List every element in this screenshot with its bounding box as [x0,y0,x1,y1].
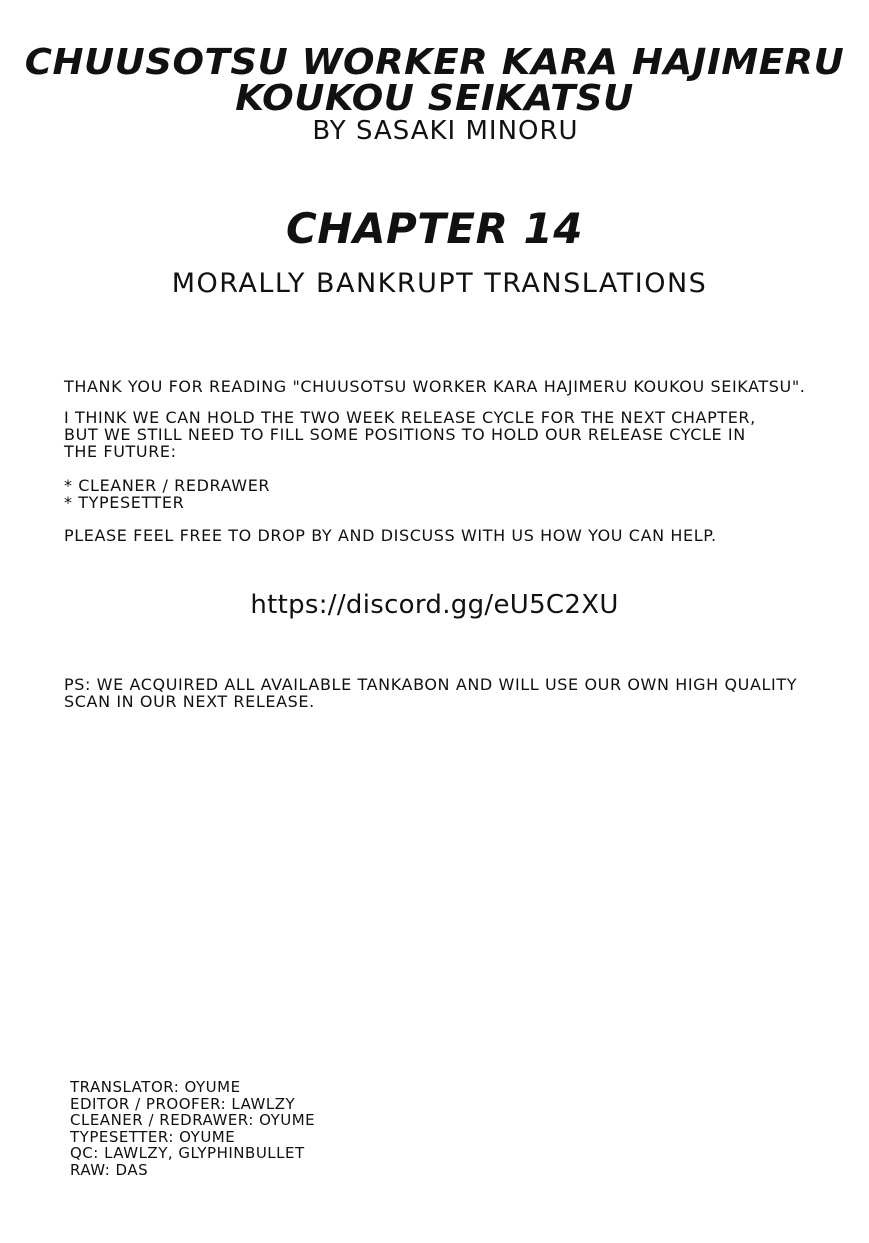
credit-cleaner-redrawer: CLEANER / REDRAWER: OYUME [70,1111,316,1129]
release-cycle-paragraph: I THINK WE CAN HOLD THE TWO WEEK RELEASE CYCLE FOR THE NEXT CHAPTER, BUT WE STILL NEED TO FILL SOME POSITIONS TO HOLD OUR RELEASE CYCLE IN THE FUTURE: [64,408,756,461]
credit-raw: RAW: DAS [70,1160,149,1179]
credit-translator: TRANSLATOR: OYUME [70,1078,241,1096]
discord-link: https://discord.gg/eU5C2XU [250,590,619,620]
open-positions-list: * CLEANER / REDRAWER * TYPESETTER [64,476,271,512]
ps-paragraph: PS: WE ACQUIRED ALL AVAILABLE TANKABON AND WILL USE OUR OWN HIGH QUALITY SCAN IN OUR NEXT RELEASE. [64,675,798,711]
chapter-heading: CHAPTER 14 [285,204,583,253]
thanks-paragraph: THANK YOU FOR READING "CHUUSOTSU WORKER KARA HAJIMERU KOUKOU SEIKATSU". [64,377,806,396]
credit-editor-proofer: EDITOR / PROOFER: LAWLZY [70,1094,296,1113]
author-byline: BY SASAKI MINORU [312,116,579,146]
series-title-line-1: CHUUSOTSU WORKER KARA HAJIMERU [24,42,845,83]
group-name: MORALLY BANKRUPT TRANSLATIONS [171,268,708,299]
credit-typesetter: TYPESETTER: OYUME [70,1127,236,1146]
help-paragraph: PLEASE FEEL FREE TO DROP BY AND DISCUSS WITH US HOW YOU CAN HELP. [64,526,717,545]
credit-qc: QC: LAWLZY, GLYPHINBULLET [70,1144,305,1162]
series-title-line-2: KOUKOU SEIKATSU [235,78,634,119]
staff-credits [70,1079,570,1178]
